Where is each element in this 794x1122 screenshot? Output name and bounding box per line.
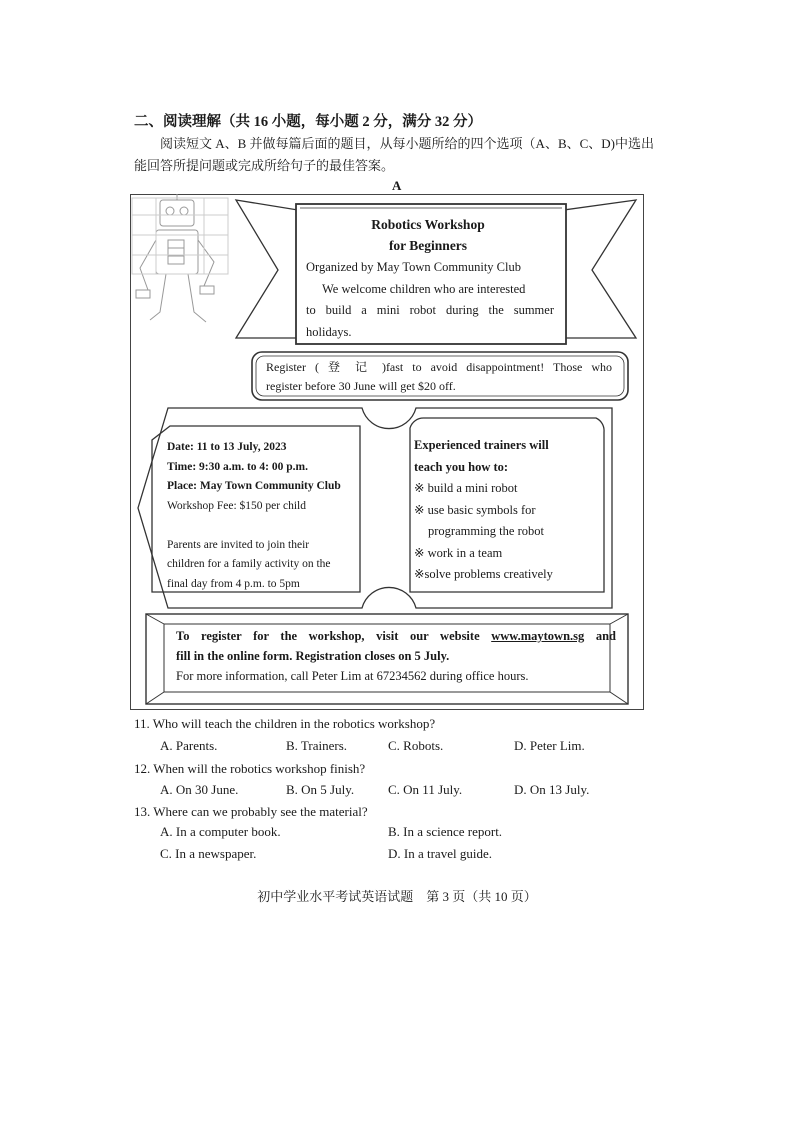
poster-title-line1: Robotics Workshop bbox=[371, 217, 485, 232]
section-instruction: 阅读短文 A、B 并做每篇后面的题目，从每小题所给的四个选项（A、B、C、D)中选出能回答所提问题或完成所给句子的最佳答案。 bbox=[134, 136, 655, 173]
register-line2: register before 30 June will get $20 off. bbox=[266, 379, 456, 393]
welcome-line2: to build a mini robot during the summer bbox=[306, 303, 554, 317]
passage-label: A bbox=[392, 178, 402, 193]
skill-item: ※solve problems creatively bbox=[414, 567, 553, 581]
parents-line3: final day from 4 p.m. to 5pm bbox=[167, 577, 300, 590]
skill-item: ※ use basic symbols for bbox=[414, 502, 536, 517]
question-stem: 12. When will the robotics workshop finish? bbox=[134, 761, 366, 776]
skill-item-continued: programming the robot bbox=[428, 524, 544, 538]
organizer-text: Organized by May Town Community Club bbox=[306, 260, 521, 274]
workshop-time: Time: 9:30 a.m. to 4: 00 p.m. bbox=[167, 460, 308, 473]
question-stem: 13. Where can we probably see the material? bbox=[134, 804, 368, 819]
trainers-heading1: Experienced trainers will bbox=[414, 438, 549, 452]
trainers-list bbox=[414, 435, 604, 586]
option-b: B. On 5 July. bbox=[286, 782, 355, 797]
parents-line1: Parents are invited to join their bbox=[167, 538, 310, 551]
poster-intro bbox=[306, 257, 554, 343]
page-footer: 初中学业水平考试英语试题 第 3 页（共 10 页） bbox=[257, 889, 537, 904]
option-b: B. Trainers. bbox=[286, 738, 348, 753]
option-a: A. In a computer book. bbox=[160, 824, 281, 839]
option-c: C. Robots. bbox=[388, 738, 444, 753]
workshop-details bbox=[167, 438, 367, 594]
workshop-place: Place: May Town Community Club bbox=[167, 480, 341, 492]
section-title: 二、阅读理解（共 16 小题，每小题 2 分，满分 32 分） bbox=[134, 114, 482, 130]
option-c: C. In a newspaper. bbox=[160, 846, 257, 861]
register-line1: Register ( 登 记 )fast to avoid disappointment! Those who bbox=[266, 360, 612, 374]
registration-line3: For more information, call Peter Lim at 67234562 during office hours. bbox=[176, 669, 529, 683]
option-c: C. On 11 July. bbox=[388, 782, 463, 797]
option-b: B. In a science report. bbox=[388, 824, 503, 839]
skill-item: ※ work in a team bbox=[414, 545, 503, 560]
option-a: A. Parents. bbox=[160, 738, 218, 753]
option-d: D. In a travel guide. bbox=[388, 846, 492, 861]
question-stem: 11. Who will teach the children in the robotics workshop? bbox=[134, 716, 436, 731]
trainers-heading2: teach you how to: bbox=[414, 459, 509, 474]
option-a: A. On 30 June. bbox=[160, 782, 239, 797]
website-link[interactable]: www.maytown.sg bbox=[491, 629, 585, 643]
parents-line2: children for a family activity on the bbox=[167, 558, 331, 570]
registration-line2: fill in the online form. Registration closes on 5 July. bbox=[176, 649, 450, 663]
welcome-line1: We welcome children who are interested bbox=[322, 281, 526, 296]
option-d: D. On 13 July. bbox=[514, 782, 590, 797]
registration-line1: To register for the workshop, visit our website www.maytown.sg and bbox=[176, 629, 616, 643]
poster-title bbox=[300, 214, 556, 256]
option-d: D. Peter Lim. bbox=[514, 738, 585, 753]
robot-icon bbox=[136, 194, 214, 322]
register-notice bbox=[266, 358, 612, 396]
skill-item: ※ build a mini robot bbox=[414, 481, 518, 495]
poster-title-line2: for Beginners bbox=[388, 238, 468, 253]
registration-info bbox=[176, 626, 616, 686]
workshop-fee: Workshop Fee: $150 per child bbox=[167, 499, 306, 512]
welcome-line3: holidays. bbox=[306, 324, 352, 339]
workshop-date: Date: 11 to 13 July, 2023 bbox=[167, 441, 287, 453]
